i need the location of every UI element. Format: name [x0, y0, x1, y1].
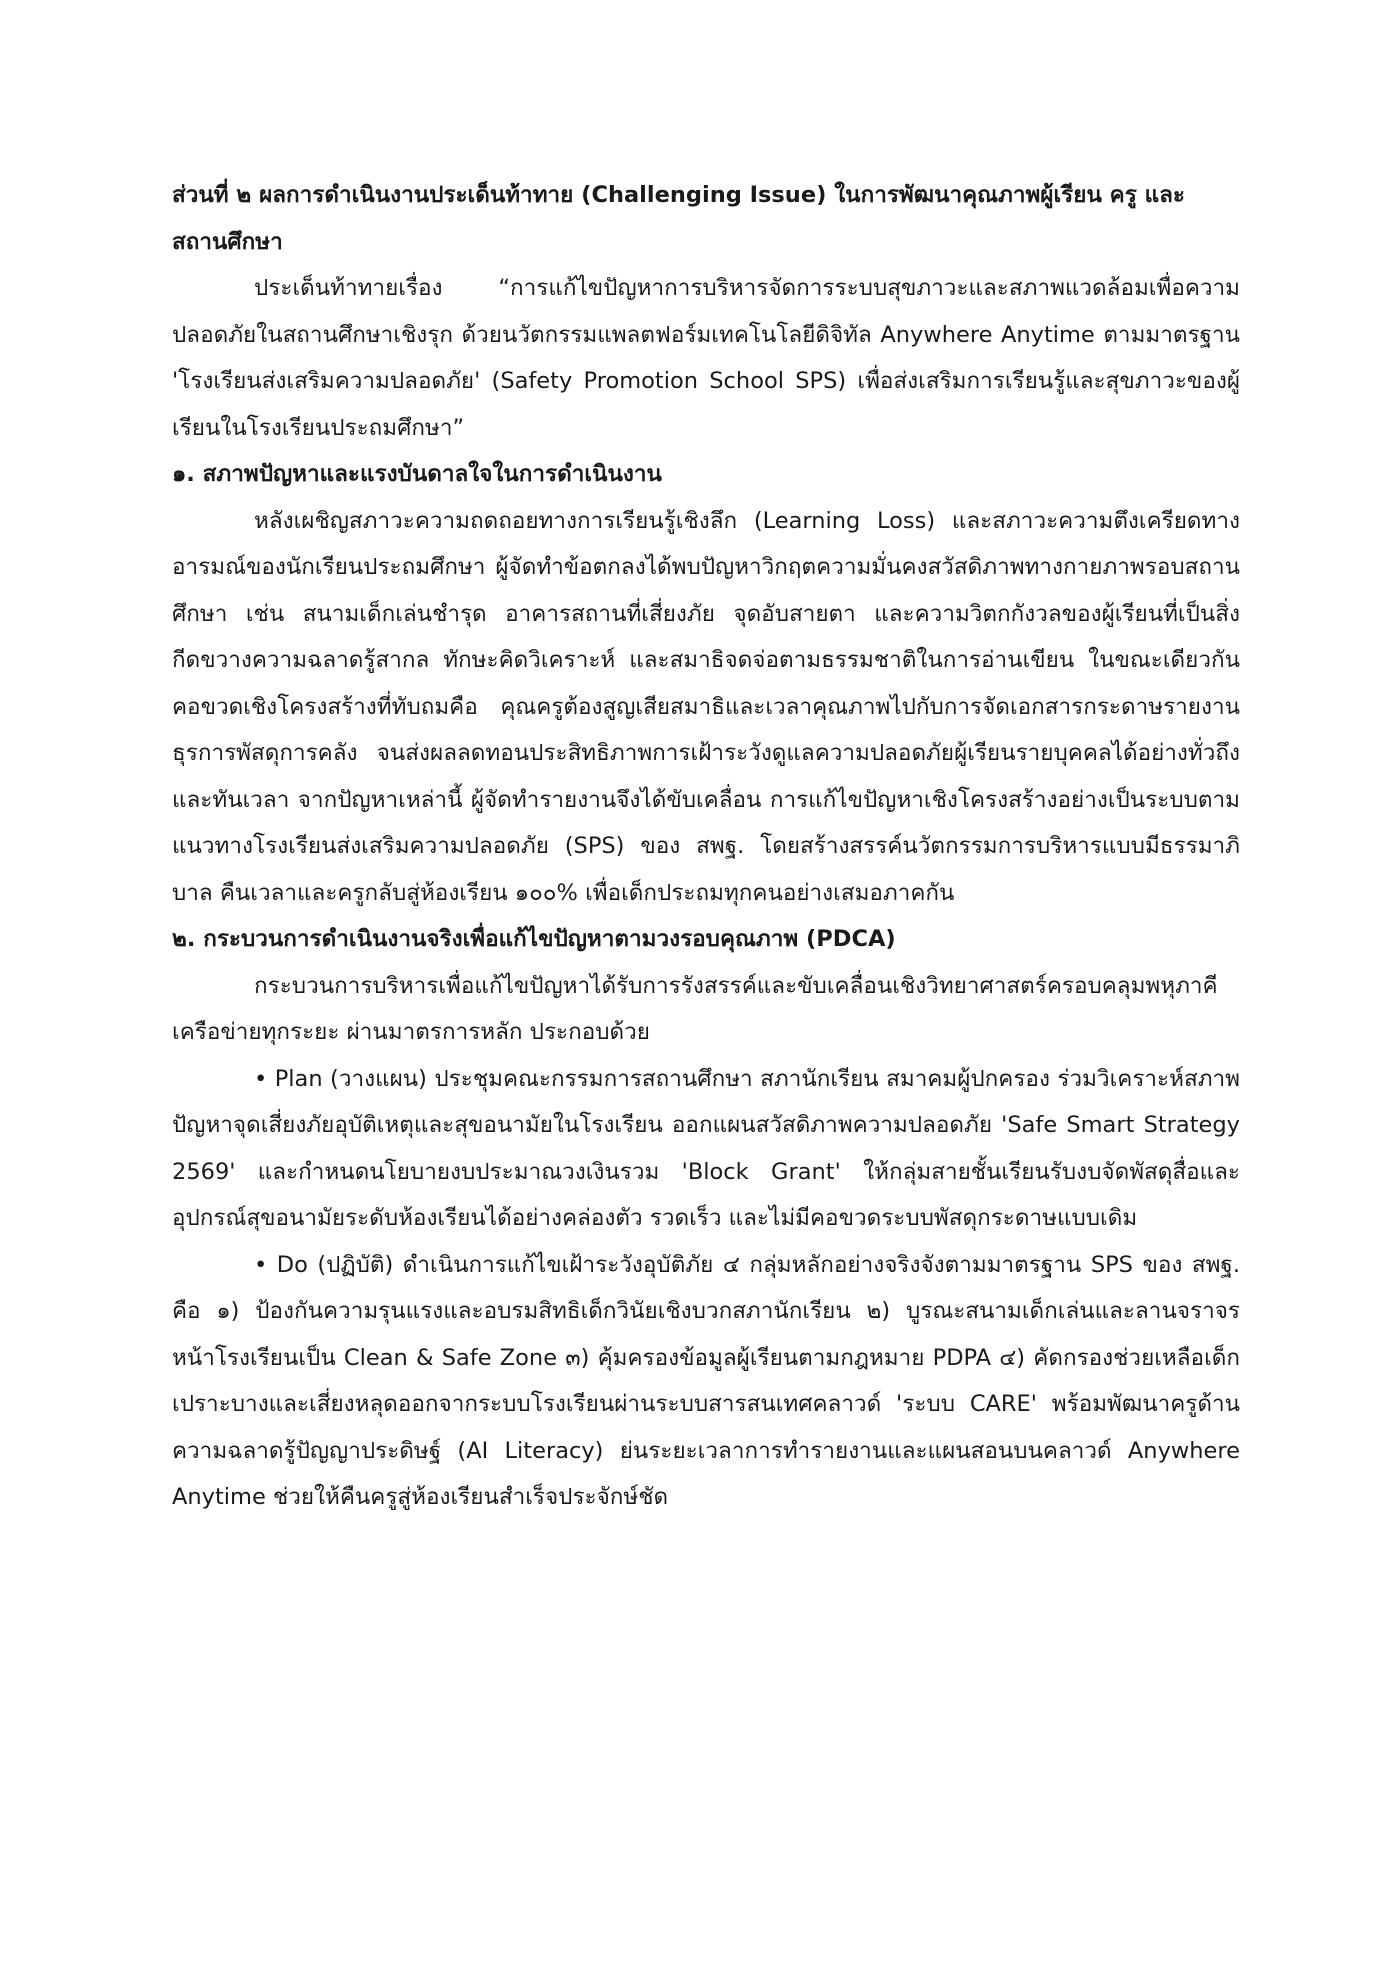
intro-paragraph: ประเด็นท้าทายเรื่อง “การแก้ไขปัญหาการบริหารจัดการระบบสุขภาวะและสภาพแวดล้อมเพื่อความปลอดภัยในสถานศึกษาเชิงรุก ด้วยนวัตกรรมแพลตฟอร์มเทคโนโลยีดิจิทัล Anywhere Anytime ตามมาตรฐาน 'โรงเรียนส่งเสริมความปลอดภัย' (Safety Promotion School SPS) เพื่อส่งเสริมการเรียนรู้และสุขภาวะของผู้เรียนในโรงเรียนประถมศึกษา” — [172, 275, 1240, 441]
section2-intro-paragraph: กระบวนการบริหารเพื่อแก้ไขปัญหาได้รับการรังสรรค์และขับเคลื่อนเชิงวิทยาศาสตร์ครอบคลุมพหุภาคีเครือข่ายทุกระยะ ผ่านมาตรการหลัก ประกอบด้วย — [172, 972, 1218, 1045]
plan-bullet-paragraph: • Plan (วางแผน) ประชุมคณะกรรมการสถานศึกษา สภานักเรียน สมาคมผู้ปกครอง ร่วมวิเคราะห์สภาพปัญหาจุดเสี่ยงภัยอุบัติเหตุและสุขอนามัยในโรงเรียน ออกแผนสวัสดิภาพความปลอดภัย 'Safe Smart Strategy 2569' และกำหนดนโยบายงบประมาณวงเงินรวม 'Block Grant' ให้กลุ่มสายชั้นเรียนรับงบจัดพัสดุสื่อและอุปกรณ์สุขอนามัยระดับห้องเรียนได้อย่างคล่องตัว รวดเร็ว และไม่มีคอขวดระบบพัสดุกระดาษแบบเดิม — [172, 1065, 1240, 1231]
section2-heading: ๒. กระบวนการดำเนินงานจริงเพื่อแก้ไขปัญหาตามวงรอบคุณภาพ (PDCA) — [172, 926, 896, 952]
do-bullet-paragraph: • Do (ปฏิบัติ) ดำเนินการแก้ไขเฝ้าระวังอุบัติภัย ๔ กลุ่มหลักอย่างจริงจังตามมาตรฐาน SPS ของ สพฐ. คือ ๑) ป้องกันความรุนแรงและอบรมสิทธิเด็กวินัยเชิงบวกสภานักเรียน ๒) บูรณะสนามเด็กเล่นและลานจราจรหน้าโรงเรียนเป็น Clean & Safe Zone ๓) คุ้มครองข้อมูลผู้เรียนตามกฎหมาย PDPA ๔) คัดกรองช่วยเหลือเด็กเปราะบางและเสี่ยงหลุดออกจากระบบโรงเรียนผ่านระบบสารสนเทศคลาวด์ 'ระบบ CARE' พร้อมพัฒนาครูด้านความฉลาดรู้ปัญญาประดิษฐ์ (AI Literacy) ย่นระยะเวลาการทำรายงานและแผนสอนบนคลาวด์ Anywhere Anytime ช่วยให้คืนครูสู่ห้องเรียนสำเร็จประจักษ์ชัด — [172, 1251, 1240, 1510]
section-title: ส่วนที่ ๒ ผลการดำเนินงานประเด็นท้าทาย (Challenging Issue) ในการพัฒนาคุณภาพผู้เรียน ครู และสถานศึกษา — [172, 182, 1186, 255]
section1-paragraph: หลังเผชิญสภาวะความถดถอยทางการเรียนรู้เชิงลึก (Learning Loss) และสภาวะความตึงเครียดทางอารมณ์ของนักเรียนประถมศึกษา ผู้จัดทำข้อตกลงได้พบปัญหาวิกฤตความมั่นคงสวัสดิภาพทางกายภาพรอบสถานศึกษา เช่น สนามเด็กเล่นชำรุด อาคารสถานที่เสี่ยงภัย จุดอับสายตา และความวิตกกังวลของผู้เรียนที่เป็นสิ่งกีดขวางความฉลาดรู้สากล ทักษะคิดวิเคราะห์ และสมาธิจดจ่อตามธรรมชาติในการอ่านเขียน ในขณะเดียวกัน คอขวดเชิงโครงสร้างที่ทับถมคือ คุณครูต้องสูญเสียสมาธิและเวลาคุณภาพไปกับการจัดเอกสารกระดาษรายงานธุรการพัสดุการคลัง จนส่งผลลดทอนประสิทธิภาพการเฝ้าระวังดูแลความปลอดภัยผู้เรียนรายบุคคลได้อย่างทั่วถึงและทันเวลา จากปัญหาเหล่านี้ ผู้จัดทำรายงานจึงได้ขับเคลื่อน การแก้ไขปัญหาเชิงโครงสร้างอย่างเป็นระบบตามแนวทางโรงเรียนส่งเสริมความปลอดภัย (SPS) ของ สพฐ. โดยสร้างสรรค์นวัตกรรมการบริหารแบบมีธรรมาภิบาล คืนเวลาและครูกลับสู่ห้องเรียน ๑๐๐% เพื่อเด็กประถมทุกคนอย่างเสมอภาคกัน — [172, 507, 1240, 906]
document-page — [172, 172, 1240, 1521]
section1-heading: ๑. สภาพปัญหาและแรงบันดาลใจในการดำเนินงาน — [172, 461, 662, 487]
